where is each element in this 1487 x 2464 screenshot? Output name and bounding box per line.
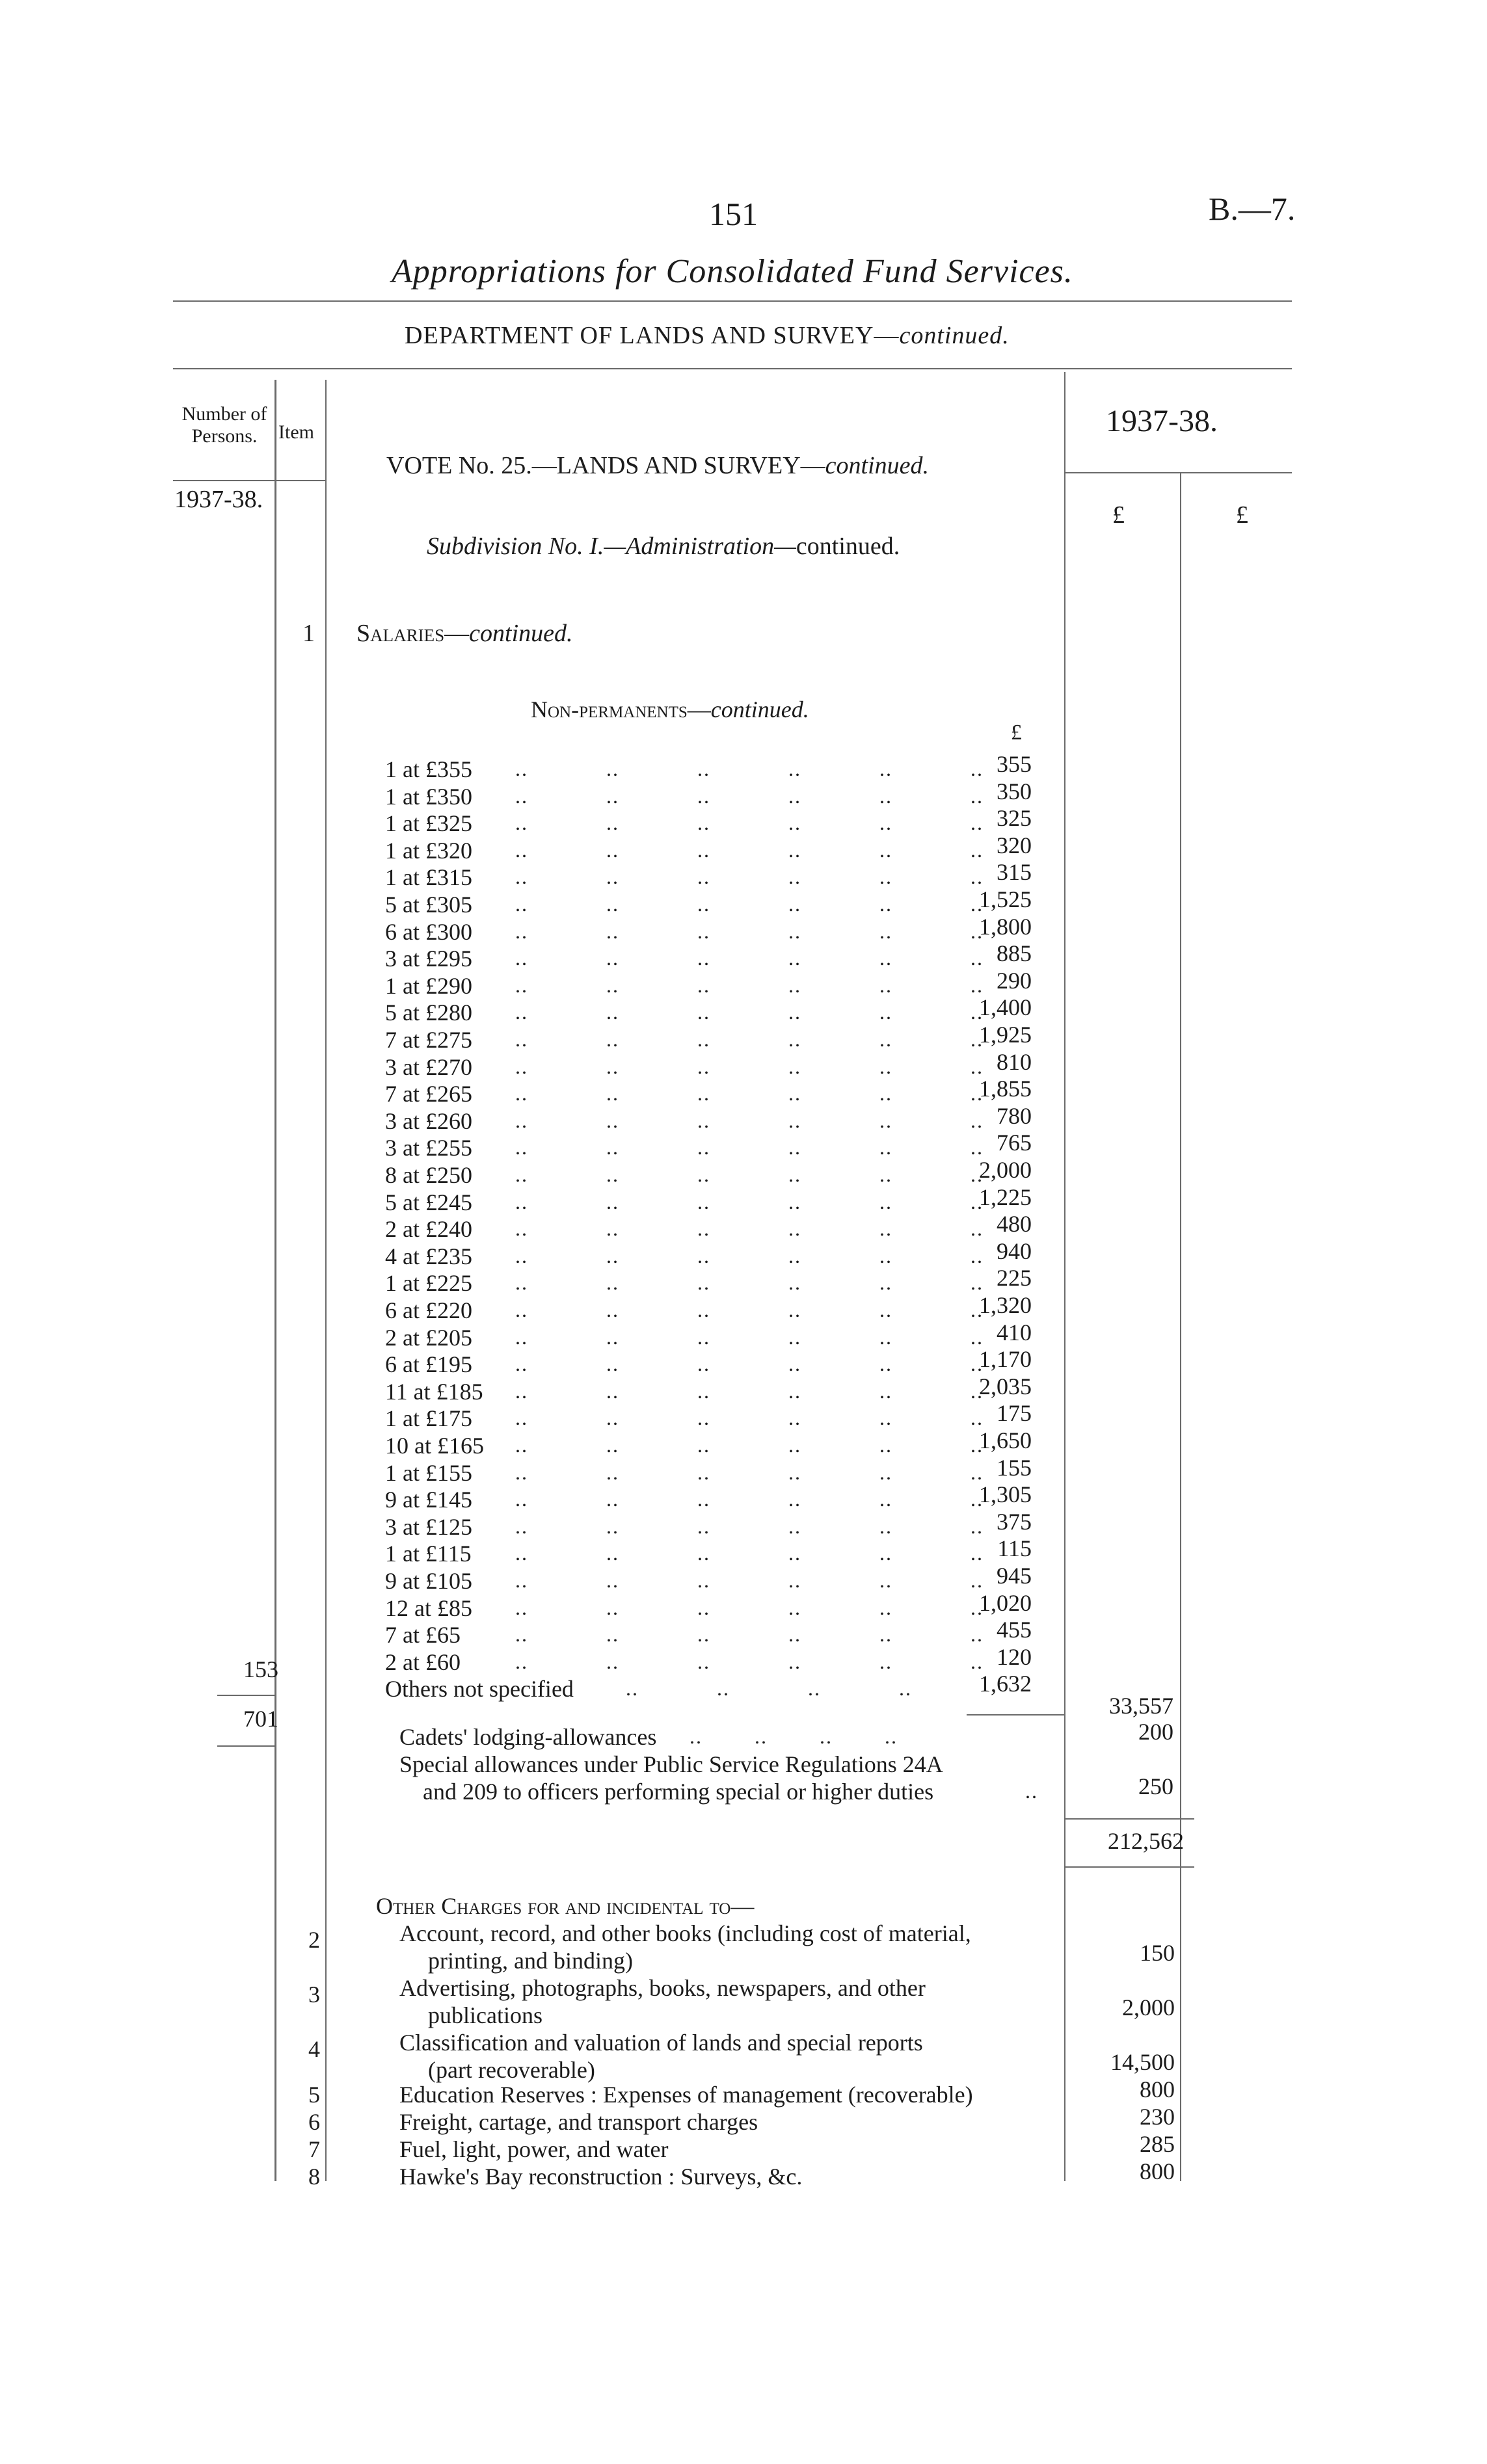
currency-right-header: £ bbox=[1236, 501, 1248, 529]
salary-grade-amount: 2,000 bbox=[979, 1157, 1032, 1183]
leader-dots: .. .. .. .. .. .. bbox=[515, 1433, 984, 1457]
charge-amount: 800 bbox=[1140, 2076, 1175, 2102]
leader-dots: .. .. .. .. .. .. bbox=[515, 757, 984, 780]
leader-dots: .. .. .. .. .. .. bbox=[515, 1217, 984, 1240]
leader-dots: .. .. .. .. .. .. bbox=[515, 1379, 984, 1403]
special-allowances-line1: Special allowances under Public Service Regulations 24A bbox=[399, 1751, 943, 1777]
leader-dots: .. .. .. .. .. .. bbox=[515, 1027, 984, 1051]
salary-grade-label: 3 at £270 bbox=[385, 1054, 472, 1080]
salary-grade-label: 9 at £145 bbox=[385, 1487, 472, 1513]
nonperm-currency: £ bbox=[1011, 721, 1022, 745]
salary-grade-label: 8 at £250 bbox=[385, 1162, 472, 1188]
currency-left-header: £ bbox=[1112, 501, 1125, 529]
salary-grade-amount: 1,925 bbox=[979, 1022, 1032, 1048]
page-reference: B.—7. bbox=[1209, 191, 1296, 227]
salaries-heading: Salaries—continued. bbox=[356, 620, 573, 647]
leader-dots: .. .. .. .. .. .. bbox=[515, 1325, 984, 1349]
salary-grade-amount: 1,800 bbox=[979, 914, 1032, 940]
salary-grade-label: 1 at £115 bbox=[385, 1541, 472, 1567]
charge-amount: 285 bbox=[1140, 2131, 1175, 2157]
charge-label: Hawke's Bay reconstruction : Surveys, &c. bbox=[399, 2164, 803, 2190]
leader-dots: .. .. .. .. .. .. bbox=[515, 865, 984, 888]
special-allowances-amount: 250 bbox=[1138, 1773, 1173, 1799]
charge-label: Classification and valuation of lands and special reports bbox=[399, 2030, 923, 2056]
salary-grade-label: 5 at £280 bbox=[385, 1000, 472, 1026]
page-number: 151 bbox=[709, 196, 758, 232]
salary-grade-label: 1 at £175 bbox=[385, 1405, 472, 1431]
salaries-total-rule-top bbox=[1064, 1818, 1194, 1820]
header-rule-left bbox=[173, 480, 327, 481]
leader-dots: .. .. .. .. .. .. bbox=[515, 1623, 984, 1646]
item-text-divider bbox=[325, 380, 327, 2181]
salary-grade-label: 6 at £195 bbox=[385, 1351, 472, 1377]
leader-dots: .. .. .. .. .. .. bbox=[515, 1487, 984, 1511]
leader-dots: .. .. .. .. .. .. bbox=[515, 1271, 984, 1294]
salaries-item-number: 1 bbox=[302, 620, 315, 647]
leader-dots: .. .. .. .. .. .. bbox=[515, 1244, 984, 1267]
amount-inner-divider bbox=[1180, 472, 1181, 2181]
leader-dots: .. .. .. .. .. .. bbox=[515, 920, 984, 943]
salary-grade-label: 3 at £125 bbox=[385, 1514, 472, 1540]
persons-total: 701 bbox=[243, 1706, 278, 1732]
leader-dots: .. .. .. .. .. .. bbox=[515, 946, 984, 970]
leader-dots: .. .. .. .. .. .. bbox=[515, 1352, 984, 1375]
salaries-total-rule-bottom bbox=[1064, 1866, 1194, 1868]
page-title: Appropriations for Consolidated Fund Services. bbox=[392, 253, 1073, 290]
salary-grade-amount: 290 bbox=[997, 968, 1032, 994]
salary-grade-amount: 765 bbox=[997, 1130, 1032, 1156]
salary-grade-label: 2 at £60 bbox=[385, 1649, 461, 1675]
salary-grade-label: 1 at £225 bbox=[385, 1270, 472, 1296]
salary-grade-amount: 1,400 bbox=[979, 994, 1032, 1020]
salary-grade-amount: 355 bbox=[997, 751, 1032, 777]
salary-grade-amount: 375 bbox=[997, 1509, 1032, 1535]
text-amount-divider bbox=[1064, 372, 1065, 2181]
leader-dots: .. .. .. .. .. .. bbox=[515, 1298, 984, 1321]
dept-rule bbox=[173, 368, 1292, 369]
leader-dots: .. .. .. .. .. .. bbox=[515, 892, 984, 916]
salary-grade-amount: 1,650 bbox=[979, 1427, 1032, 1453]
department-heading: DEPARTMENT OF LANDS AND SURVEY—continued. bbox=[405, 322, 1010, 349]
header-rule-right bbox=[1064, 472, 1292, 473]
salary-grade-label: 1 at £350 bbox=[385, 784, 472, 810]
charge-label-continued: (part recoverable) bbox=[428, 2057, 595, 2083]
salary-grade-amount: 1,525 bbox=[979, 886, 1032, 912]
salary-grade-amount: 175 bbox=[997, 1400, 1032, 1426]
salary-grade-label: 4 at £235 bbox=[385, 1243, 472, 1269]
charge-item-number: 3 bbox=[308, 1981, 320, 2007]
salary-grade-amount: 1,632 bbox=[979, 1671, 1032, 1697]
persons-total-rule bbox=[217, 1745, 275, 1747]
vote-heading: VOTE No. 25.—LANDS AND SURVEY—continued. bbox=[386, 452, 929, 479]
leader-dots: .. .. .. .. .. .. bbox=[515, 1055, 984, 1078]
leader-dots: .. .. .. .. .. .. bbox=[515, 1515, 984, 1538]
number-of-persons-header: Number of Persons. bbox=[181, 403, 267, 447]
salary-grade-label: 7 at £265 bbox=[385, 1081, 472, 1107]
salary-grade-label: 2 at £205 bbox=[385, 1325, 472, 1351]
salary-grade-amount: 780 bbox=[997, 1103, 1032, 1129]
salary-grade-label: 1 at £325 bbox=[385, 810, 472, 836]
salary-grade-amount: 155 bbox=[997, 1455, 1032, 1481]
salary-grade-label: 9 at £105 bbox=[385, 1568, 472, 1594]
salary-grade-amount: 115 bbox=[997, 1535, 1032, 1561]
leader-dots: .. .. .. .. .. .. bbox=[515, 1596, 984, 1619]
leader-dots: .. .. .. .. .. .. bbox=[515, 1541, 984, 1565]
salary-grade-label: 5 at £245 bbox=[385, 1189, 472, 1215]
salary-grade-amount: 1,170 bbox=[979, 1346, 1032, 1372]
leader-dots: .. .. .. .. .. .. bbox=[515, 1406, 984, 1429]
nonpermanents-heading: Non-permanents—continued. bbox=[531, 696, 809, 722]
salary-grade-amount: 810 bbox=[997, 1049, 1032, 1075]
charge-label: Freight, cartage, and transport charges bbox=[399, 2109, 758, 2135]
year-header: 1937-38. bbox=[1106, 404, 1218, 438]
charge-amount: 150 bbox=[1140, 1940, 1175, 1966]
leader-dots: .. .. .. .. .. .. bbox=[515, 1461, 984, 1484]
leader-dots: .. .. .. .. .. .. bbox=[515, 838, 984, 862]
other-charges-heading: Other Charges for and incidental to— bbox=[376, 1893, 755, 1919]
salary-grade-amount: 1,225 bbox=[979, 1184, 1032, 1210]
item-header: Item bbox=[278, 421, 314, 443]
salary-grade-amount: 120 bbox=[997, 1644, 1032, 1670]
nonperm-sum-rule bbox=[967, 1714, 1064, 1716]
salary-grade-amount: 320 bbox=[997, 832, 1032, 858]
charge-amount: 2,000 bbox=[1122, 1994, 1175, 2020]
salary-grade-label: 11 at £185 bbox=[385, 1379, 483, 1405]
year-left-header: 1937-38. bbox=[174, 486, 263, 513]
salary-grade-label: 1 at £290 bbox=[385, 973, 472, 999]
title-rule bbox=[173, 300, 1292, 302]
salary-grade-amount: 945 bbox=[997, 1563, 1032, 1589]
charge-label: Advertising, photographs, books, newspapers, and other bbox=[399, 1975, 926, 2001]
subdivision-heading: Subdivision No. I.—Administration—continued. bbox=[427, 533, 900, 560]
charge-label-continued: publications bbox=[428, 2002, 543, 2028]
charge-label: Account, record, and other books (including cost of material, bbox=[399, 1920, 971, 1946]
salary-grade-amount: 1,855 bbox=[979, 1076, 1032, 1102]
leader-dots: .. .. .. .. .. .. bbox=[515, 1650, 984, 1673]
salary-grade-label: 7 at £65 bbox=[385, 1622, 461, 1648]
leader-dots: .. .. .. .. .. .. bbox=[515, 1081, 984, 1105]
salary-grade-amount: 350 bbox=[997, 778, 1032, 804]
charge-label-continued: printing, and binding) bbox=[428, 1948, 633, 1974]
charge-item-number: 2 bbox=[308, 1927, 320, 1953]
salary-grade-amount: 1,320 bbox=[979, 1292, 1032, 1318]
salary-grade-label: 6 at £220 bbox=[385, 1297, 472, 1323]
salary-grade-amount: 2,035 bbox=[979, 1373, 1032, 1399]
salary-grade-label: Others not specified bbox=[385, 1676, 574, 1702]
leader-dots: .. .. .. .. .. .. bbox=[515, 811, 984, 834]
salary-grade-amount: 325 bbox=[997, 805, 1032, 831]
charge-amount: 800 bbox=[1140, 2158, 1175, 2184]
cadets-dots: .. .. .. .. bbox=[690, 1725, 898, 1748]
salary-grade-label: 1 at £315 bbox=[385, 864, 472, 890]
salary-grade-amount: 480 bbox=[997, 1211, 1032, 1237]
special-allowances-line2: and 209 to officers performing special or higher duties bbox=[423, 1779, 934, 1805]
leader-dots: .. .. .. .. .. .. bbox=[515, 1163, 984, 1186]
leader-dots: .. .. .. .. .. .. bbox=[515, 1000, 984, 1024]
salary-grade-label: 6 at £300 bbox=[385, 919, 472, 945]
salary-grade-label: 3 at £255 bbox=[385, 1135, 472, 1161]
salary-grade-label: 3 at £295 bbox=[385, 946, 472, 972]
salary-grade-label: 1 at £320 bbox=[385, 838, 472, 864]
charge-item-number: 6 bbox=[308, 2109, 320, 2135]
charge-amount: 230 bbox=[1140, 2104, 1175, 2130]
salary-grade-label: 5 at £305 bbox=[385, 892, 472, 918]
special-dots: .. bbox=[1025, 1779, 1038, 1803]
leader-dots: .. .. .. .. .. .. bbox=[515, 974, 984, 997]
cadets-amount: 200 bbox=[1138, 1719, 1173, 1745]
salary-grade-label: 7 at £275 bbox=[385, 1027, 472, 1053]
leader-dots: .. .. .. .. bbox=[626, 1676, 912, 1700]
leader-dots: .. .. .. .. .. .. bbox=[515, 1190, 984, 1213]
leader-dots: .. .. .. .. .. .. bbox=[515, 1569, 984, 1592]
salary-grade-label: 1 at £355 bbox=[385, 756, 472, 782]
persons-subtotal: 153 bbox=[243, 1656, 278, 1682]
salary-grade-amount: 410 bbox=[997, 1319, 1032, 1345]
salary-grade-amount: 1,305 bbox=[979, 1481, 1032, 1507]
persons-subtotal-rule bbox=[217, 1695, 275, 1696]
charge-label: Education Reserves : Expenses of management (recoverable) bbox=[399, 2082, 973, 2108]
salary-grade-label: 1 at £155 bbox=[385, 1460, 472, 1486]
persons-item-divider bbox=[275, 380, 276, 2181]
salary-grade-label: 10 at £165 bbox=[385, 1433, 484, 1459]
cadets-label: Cadets' lodging-allowances bbox=[399, 1724, 657, 1750]
charge-item-number: 4 bbox=[308, 2036, 320, 2062]
leader-dots: .. .. .. .. .. .. bbox=[515, 1109, 984, 1132]
salary-grade-amount: 225 bbox=[997, 1265, 1032, 1291]
charge-item-number: 8 bbox=[308, 2164, 320, 2190]
salary-grade-amount: 315 bbox=[997, 859, 1032, 885]
leader-dots: .. .. .. .. .. .. bbox=[515, 784, 984, 808]
charge-amount: 14,500 bbox=[1110, 2049, 1175, 2075]
salary-grade-amount: 940 bbox=[997, 1238, 1032, 1264]
salaries-total: 212,562 bbox=[1108, 1828, 1184, 1854]
charge-item-number: 7 bbox=[308, 2136, 320, 2162]
salary-grade-amount: 885 bbox=[997, 940, 1032, 966]
charge-item-number: 5 bbox=[308, 2082, 320, 2108]
salary-grade-label: 3 at £260 bbox=[385, 1108, 472, 1134]
nonperm-total: 33,557 bbox=[1109, 1693, 1173, 1719]
salary-grade-label: 12 at £85 bbox=[385, 1595, 472, 1621]
leader-dots: .. .. .. .. .. .. bbox=[515, 1135, 984, 1159]
salary-grade-label: 2 at £240 bbox=[385, 1216, 472, 1242]
charge-label: Fuel, light, power, and water bbox=[399, 2136, 669, 2162]
salary-grade-amount: 1,020 bbox=[979, 1590, 1032, 1616]
salary-grade-amount: 455 bbox=[997, 1617, 1032, 1643]
